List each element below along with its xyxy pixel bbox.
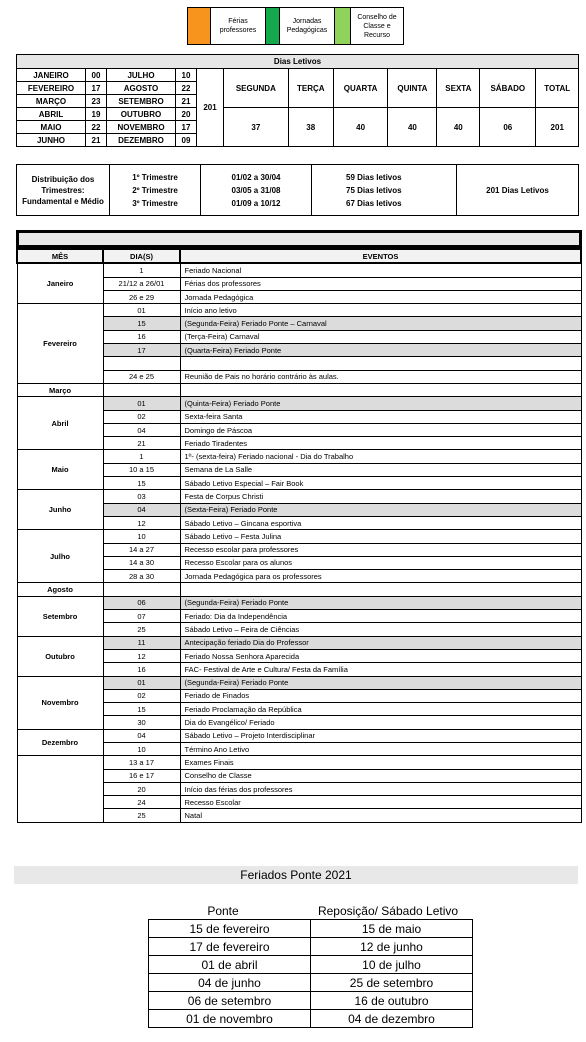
evento-dia: 21/12 a 26/01: [103, 277, 180, 290]
evento-dia: 24 e 25: [103, 370, 180, 383]
evento-mes: Setembro: [17, 596, 103, 636]
periodo: 01/09 a 10/12: [231, 198, 281, 208]
dias-trimestre: [312, 165, 457, 216]
evento-dia: 30: [103, 716, 180, 729]
dias-trimestre-value: 75 Dias letivos: [346, 185, 402, 195]
reposicao-date: 12 de junho: [311, 938, 473, 956]
legend: [187, 7, 404, 45]
evento-dia: 21: [103, 437, 180, 450]
evento-dia: 02: [103, 410, 180, 423]
weekday-header: QUARTA: [333, 69, 388, 108]
weekday-value: 201: [536, 108, 579, 147]
evento-descricao: Conselho de Classe: [180, 769, 581, 782]
evento-descricao: [180, 583, 581, 596]
eventos-table: [16, 248, 582, 823]
evento-descricao: (Segunda-Feira) Feriado Ponte: [180, 676, 581, 689]
evento-descricao: Feriado Proclamação da República: [180, 703, 581, 716]
weekday-header: SEGUNDA: [224, 69, 289, 108]
col-header-dias: DIA(S): [103, 249, 180, 263]
evento-descricao: Feriado Nossa Senhora Aparecida: [180, 649, 581, 662]
dias-trimestre-value: 59 Dias letivos: [346, 172, 402, 182]
weekday-header: SEXTA: [437, 69, 480, 108]
evento-dia: 15: [103, 703, 180, 716]
periodos: [201, 165, 312, 216]
month-name: JANEIRO: [17, 69, 86, 82]
evento-descricao: Jornada Pedagógica para os professores: [180, 570, 581, 583]
legend-label-jornadas: Jornadas Pedagógicas: [280, 8, 335, 45]
feriado-ponte-row: [149, 920, 473, 938]
weekday-value: 37: [224, 108, 289, 147]
evento-row: [17, 583, 581, 596]
evento-row: [17, 263, 581, 277]
evento-dia: 10: [103, 530, 180, 543]
ponte-date: 15 de fevereiro: [149, 920, 311, 938]
evento-mes: Janeiro: [17, 263, 103, 303]
evento-descricao: Domingo de Páscoa: [180, 423, 581, 436]
month-name: SETEMBRO: [107, 95, 176, 108]
evento-dia: [103, 383, 180, 396]
evento-dia: 25: [103, 623, 180, 636]
month-days: 23: [86, 95, 107, 108]
evento-descricao: Recesso Escolar para os alunos: [180, 556, 581, 569]
evento-dia: 01: [103, 397, 180, 410]
evento-dia: 12: [103, 516, 180, 529]
distribuicao-label: Distribuição dos Trimestres: Fundamental e Médio: [17, 165, 110, 216]
evento-dia: 07: [103, 610, 180, 623]
ponte-date: 01 de novembro: [149, 1010, 311, 1028]
evento-descricao: Sábado Letivo – Festa Julina: [180, 530, 581, 543]
dias-trimestre-value: 67 Dias letivos: [346, 198, 402, 208]
month-days: 21: [176, 95, 197, 108]
month-name: NOVEMBRO: [107, 121, 176, 134]
evento-descricao: Reunião de Pais no horário contrário às aulas.: [180, 370, 581, 383]
weekday-header: QUINTA: [388, 69, 437, 108]
evento-row: [17, 596, 581, 609]
evento-dia: 15: [103, 477, 180, 490]
month-days: 09: [176, 134, 197, 147]
ponte-date: 17 de fevereiro: [149, 938, 311, 956]
feriado-ponte-row: [149, 992, 473, 1010]
periodo: 01/02 a 30/04: [231, 172, 281, 182]
evento-dia: 16 e 17: [103, 769, 180, 782]
evento-descricao: (Segunda-Feira) Feriado Ponte – Carnaval: [180, 317, 581, 330]
evento-descricao: Feriado Nacional: [180, 263, 581, 277]
trimestre: 3º Trimestre: [132, 198, 178, 208]
evento-row: [17, 756, 581, 769]
month-days: 17: [176, 121, 197, 134]
month-days: 00: [86, 69, 107, 82]
periodo: 03/05 a 31/08: [231, 185, 281, 195]
col-header-mes: MÊS: [17, 249, 103, 263]
header-reposicao: Reposição/ Sábado Letivo: [317, 904, 459, 918]
evento-mes: Maio: [17, 450, 103, 490]
evento-descricao: Recesso Escolar: [180, 796, 581, 809]
evento-descricao: (Terça-Feira) Carnaval: [180, 330, 581, 343]
month-days: 17: [86, 82, 107, 95]
evento-dia: [103, 583, 180, 596]
evento-dia: 03: [103, 490, 180, 503]
evento-dia: 1: [103, 450, 180, 463]
evento-dia: 28 a 30: [103, 570, 180, 583]
reposicao-date: 10 de julho: [311, 956, 473, 974]
month-days: 20: [176, 108, 197, 121]
evento-row: [17, 397, 581, 410]
weekday-header: TOTAL: [536, 69, 579, 108]
evento-dia: 20: [103, 782, 180, 795]
evento-dia: 06: [103, 596, 180, 609]
evento-descricao: Festa de Corpus Christi: [180, 490, 581, 503]
weekday-value: 06: [480, 108, 536, 147]
evento-descricao: Sábado Letivo – Feira de Ciências: [180, 623, 581, 636]
evento-descricao: FAC- Festival de Arte e Cultura/ Festa da Família: [180, 663, 581, 676]
evento-mes: [17, 756, 103, 822]
dias-letivos-title: Dias Letivos: [17, 55, 579, 69]
feriado-ponte-row: [149, 956, 473, 974]
evento-mes: Julho: [17, 530, 103, 583]
month-name: JUNHO: [17, 134, 86, 147]
evento-descricao: Feriado: Dia da Independência: [180, 610, 581, 623]
legend-swatch-conselho: [335, 8, 351, 45]
reposicao-date: 04 de dezembro: [311, 1010, 473, 1028]
month-name: FEVEREIRO: [17, 82, 86, 95]
evento-dia: 26 e 29: [103, 290, 180, 303]
evento-dia: 01: [103, 304, 180, 317]
eventos-header-bar: [16, 230, 582, 248]
evento-dia: 16: [103, 663, 180, 676]
evento-mes: Agosto: [17, 583, 103, 596]
feriado-ponte-row: [149, 1010, 473, 1028]
trimestres: [110, 165, 201, 216]
feriados-ponte-title: Feriados Ponte 2021: [14, 866, 578, 884]
evento-mes: Dezembro: [17, 729, 103, 756]
month-name: ABRIL: [17, 108, 86, 121]
evento-descricao: [180, 357, 581, 370]
dias-total-side: 201: [197, 69, 224, 147]
evento-descricao: (Quinta-Feira) Feriado Ponte: [180, 397, 581, 410]
month-name: AGOSTO: [107, 82, 176, 95]
eventos-section: [16, 230, 582, 823]
evento-row: [17, 530, 581, 543]
feriado-ponte-row: [149, 974, 473, 992]
evento-dia: 16: [103, 330, 180, 343]
weekday-header: TERÇA: [288, 69, 333, 108]
month-name: MARÇO: [17, 95, 86, 108]
evento-dia: 17: [103, 344, 180, 357]
weekday-value: 40: [437, 108, 480, 147]
evento-row: [17, 450, 581, 463]
evento-dia: 24: [103, 796, 180, 809]
month-days: 10: [176, 69, 197, 82]
evento-dia: 01: [103, 676, 180, 689]
col-header-eventos: EVENTOS: [180, 249, 581, 263]
evento-dia: 10 a 15: [103, 463, 180, 476]
evento-mes: Junho: [17, 490, 103, 530]
reposicao-date: 25 de setembro: [311, 974, 473, 992]
weekday-value: 40: [388, 108, 437, 147]
evento-descricao: Sábado Letivo Especial – Fair Book: [180, 477, 581, 490]
trimestre: 2º Trimestre: [132, 185, 178, 195]
month-days: 22: [176, 82, 197, 95]
evento-mes: Novembro: [17, 676, 103, 729]
evento-mes: Fevereiro: [17, 304, 103, 384]
weekday-value: 38: [288, 108, 333, 147]
ponte-date: 01 de abril: [149, 956, 311, 974]
legend-swatch-ferias: [188, 8, 211, 45]
evento-mes: Março: [17, 383, 103, 396]
evento-dia: 04: [103, 423, 180, 436]
evento-descricao: Início das férias dos professores: [180, 782, 581, 795]
dias-letivos-table: [16, 54, 579, 147]
evento-dia: 25: [103, 809, 180, 822]
month-days: 22: [86, 121, 107, 134]
feriado-ponte-row: [149, 938, 473, 956]
distribuicao-table: [16, 164, 579, 216]
evento-descricao: 1º- (sexta-feira) Feriado nacional - Dia do Trabalho: [180, 450, 581, 463]
month-name: JULHO: [107, 69, 176, 82]
evento-dia: 04: [103, 729, 180, 742]
evento-descricao: Férias dos professores: [180, 277, 581, 290]
evento-dia: 11: [103, 636, 180, 649]
legend-label-conselho: Conselho de Classe e Recurso: [351, 8, 404, 45]
evento-descricao: Feriado de Finados: [180, 689, 581, 702]
evento-descricao: Jornada Pedagógica: [180, 290, 581, 303]
evento-descricao: Dia do Evangélico/ Feriado: [180, 716, 581, 729]
month-row: [17, 108, 579, 121]
distribuicao-total: 201 Dias Letivos: [457, 165, 579, 216]
evento-descricao: (Sexta-Feira) Feriado Ponte: [180, 503, 581, 516]
header-ponte: Ponte: [207, 904, 239, 918]
reposicao-date: 16 de outubro: [311, 992, 473, 1010]
evento-descricao: Início ano letivo: [180, 304, 581, 317]
evento-dia: 10: [103, 742, 180, 755]
evento-dia: 13 a 17: [103, 756, 180, 769]
evento-row: [17, 676, 581, 689]
evento-mes: Abril: [17, 397, 103, 450]
month-days: 19: [86, 108, 107, 121]
ponte-date: 06 de setembro: [149, 992, 311, 1010]
evento-descricao: [180, 383, 581, 396]
evento-row: [17, 729, 581, 742]
evento-descricao: Sexta-feira Santa: [180, 410, 581, 423]
evento-descricao: (Quarta-Feira) Feriado Ponte: [180, 344, 581, 357]
month-days: 21: [86, 134, 107, 147]
weekday-value: 40: [333, 108, 388, 147]
ponte-date: 04 de junho: [149, 974, 311, 992]
legend-swatch-jornadas: [266, 8, 280, 45]
evento-dia: 02: [103, 689, 180, 702]
evento-descricao: Término Ano Letivo: [180, 742, 581, 755]
evento-dia: 14 a 30: [103, 556, 180, 569]
trimestre: 1º Trimestre: [132, 172, 178, 182]
evento-descricao: Natal: [180, 809, 581, 822]
evento-descricao: Feriado Tiradentes: [180, 437, 581, 450]
month-name: MAIO: [17, 121, 86, 134]
evento-dia: 1: [103, 263, 180, 277]
evento-descricao: (Segunda-Feira) Feriado Ponte: [180, 596, 581, 609]
evento-descricao: Semana de La Salle: [180, 463, 581, 476]
month-row: [17, 69, 579, 82]
evento-dia: 04: [103, 503, 180, 516]
weekday-header: SÁBADO: [480, 69, 536, 108]
reposicao-date: 15 de maio: [311, 920, 473, 938]
evento-dia: 14 a 27: [103, 543, 180, 556]
evento-dia: 15: [103, 317, 180, 330]
evento-descricao: Sábado Letivo – Projeto Interdisciplinar: [180, 729, 581, 742]
evento-row: [17, 636, 581, 649]
month-name: OUTUBRO: [107, 108, 176, 121]
evento-mes: Outubro: [17, 636, 103, 676]
evento-descricao: Sábado Letivo – Gincana esportiva: [180, 516, 581, 529]
evento-descricao: Antecipação feriado Dia do Professor: [180, 636, 581, 649]
month-name: DEZEMBRO: [107, 134, 176, 147]
legend-label-ferias: Férias professores: [211, 8, 266, 45]
evento-row: [17, 304, 581, 317]
feriados-ponte-table: [148, 919, 473, 1028]
evento-dia: 12: [103, 649, 180, 662]
evento-dia: [103, 357, 180, 370]
evento-row: [17, 383, 581, 396]
evento-descricao: Recesso escolar para professores: [180, 543, 581, 556]
evento-row: [17, 490, 581, 503]
evento-descricao: Exames Finais: [180, 756, 581, 769]
